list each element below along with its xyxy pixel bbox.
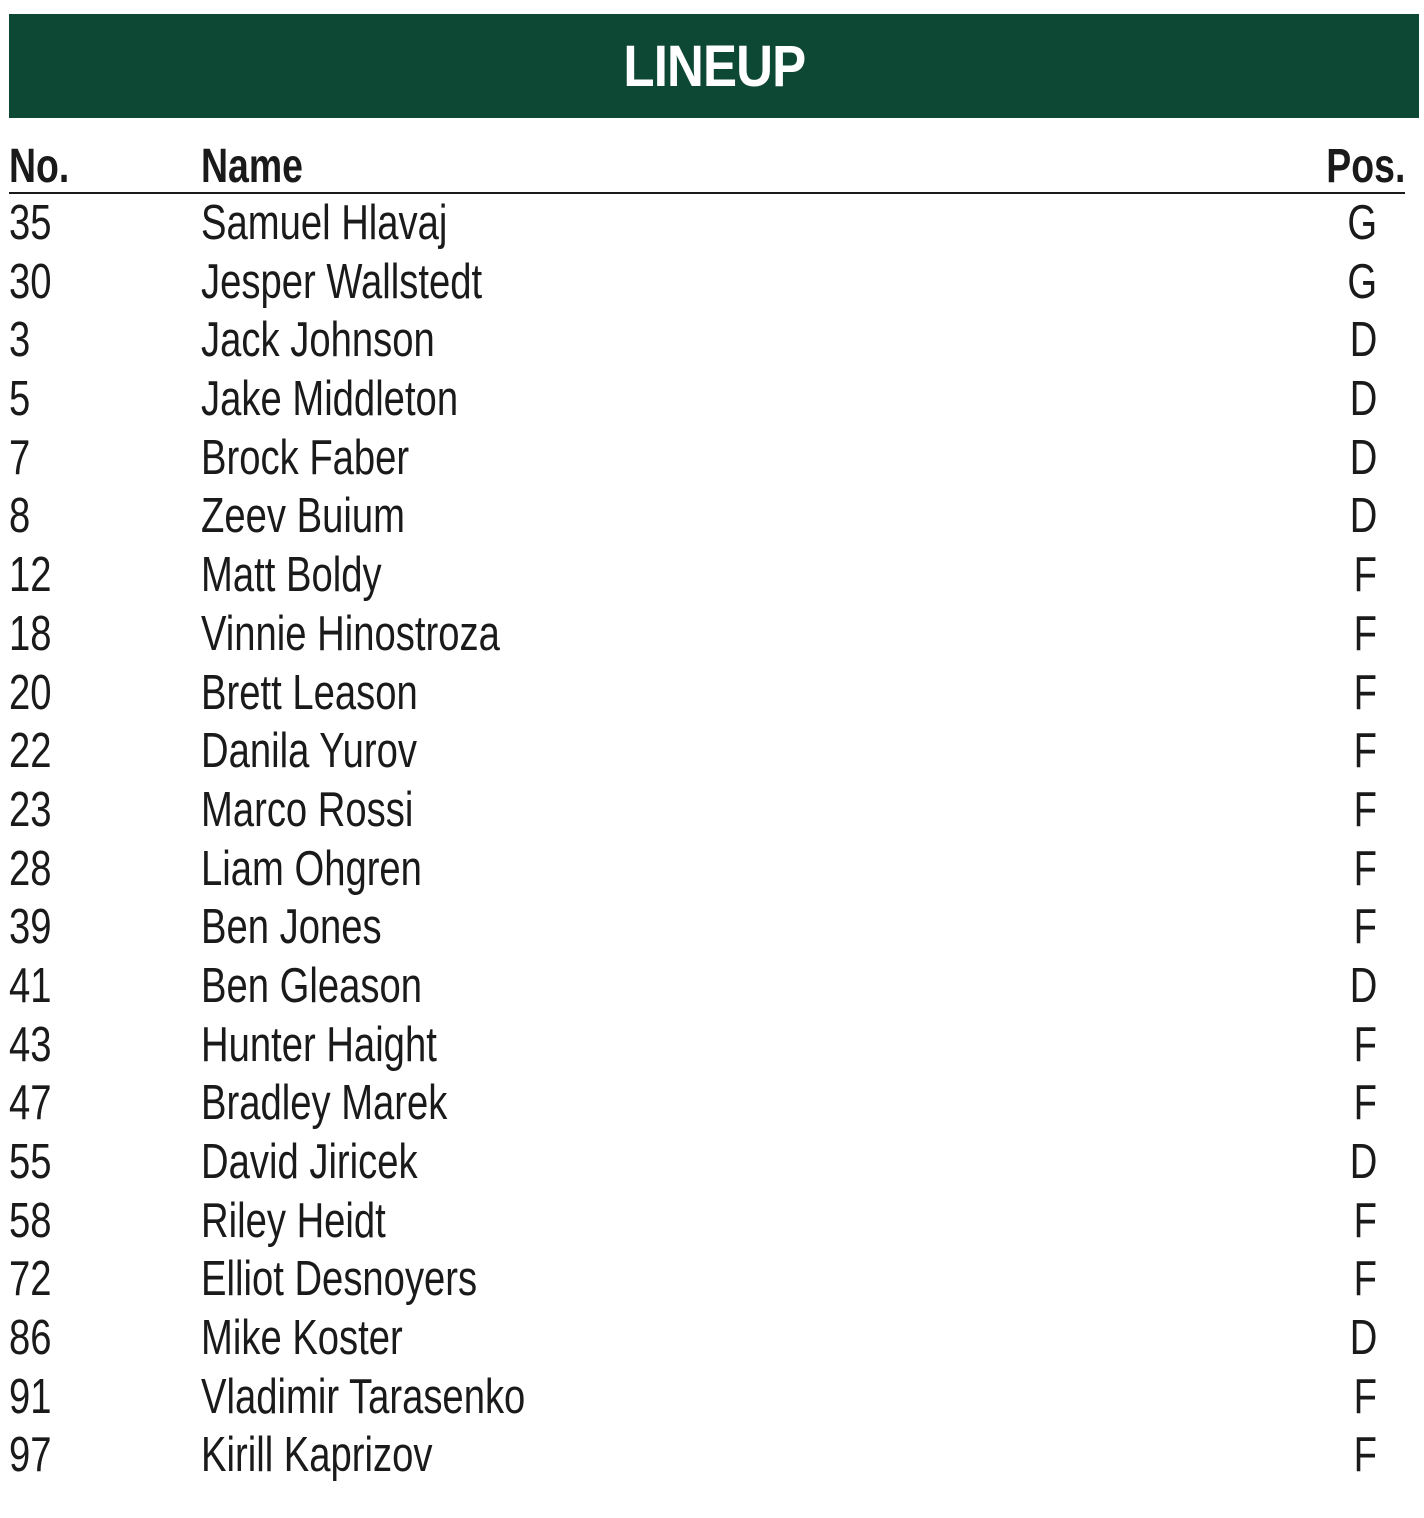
table-row	[9, 605, 1405, 664]
player-number: 18	[9, 606, 52, 661]
player-name: Marco Rossi	[201, 782, 414, 837]
player-name: Brett Leason	[201, 665, 418, 720]
player-position: D	[1349, 958, 1377, 1013]
player-number: 41	[9, 958, 52, 1013]
table-row	[9, 194, 1405, 253]
player-name: Ben Jones	[201, 900, 382, 955]
player-number: 28	[9, 841, 52, 896]
player-position: F	[1353, 841, 1377, 896]
player-position: F	[1353, 1369, 1377, 1424]
table-row	[9, 664, 1405, 723]
player-name: Hunter Haight	[201, 1017, 437, 1072]
player-position: F	[1353, 900, 1377, 955]
table-row	[9, 253, 1405, 312]
player-number: 23	[9, 782, 52, 837]
table-row	[9, 957, 1405, 1016]
player-name: Matt Boldy	[201, 548, 382, 603]
player-position: F	[1353, 548, 1377, 603]
player-number: 5	[9, 372, 31, 427]
table-row	[9, 1192, 1405, 1251]
table-row	[9, 1309, 1405, 1368]
player-number: 39	[9, 900, 52, 955]
table-row	[9, 898, 1405, 957]
player-name: Samuel Hlavaj	[201, 196, 448, 250]
player-name: Jack Johnson	[201, 313, 435, 368]
table-row	[9, 1133, 1405, 1192]
player-position: D	[1349, 489, 1377, 544]
player-name: Vladimir Tarasenko	[201, 1369, 526, 1424]
table-body	[9, 194, 1405, 1485]
player-number: 8	[9, 489, 31, 544]
player-name: Jesper Wallstedt	[201, 254, 483, 309]
player-name: Riley Heidt	[201, 1193, 386, 1248]
player-position: D	[1349, 1135, 1377, 1189]
player-position: G	[1347, 254, 1377, 309]
player-number: 58	[9, 1193, 52, 1248]
player-position: F	[1353, 782, 1377, 837]
player-position: F	[1353, 665, 1377, 720]
player-position: D	[1349, 430, 1377, 485]
player-name: Vinnie Hinostroza	[201, 606, 500, 661]
player-position: G	[1347, 196, 1377, 250]
table-row	[9, 1074, 1405, 1133]
player-number: 97	[9, 1428, 52, 1483]
table-row	[9, 840, 1405, 899]
player-name: Kirill Kaprizov	[201, 1428, 433, 1483]
player-name: David Jiricek	[201, 1135, 418, 1189]
player-name: Brock Faber	[201, 430, 410, 485]
player-position: F	[1353, 1193, 1377, 1248]
table-row	[9, 546, 1405, 605]
player-name: Elliot Desnoyers	[201, 1252, 478, 1307]
player-number: 43	[9, 1017, 52, 1072]
table-row	[9, 311, 1405, 370]
player-number: 12	[9, 548, 52, 603]
player-name: Danila Yurov	[201, 724, 418, 779]
player-name: Zeev Buium	[201, 489, 405, 544]
header-name: Name	[201, 140, 303, 193]
player-number: 3	[9, 313, 31, 368]
player-position: D	[1349, 1311, 1377, 1366]
table-row	[9, 429, 1405, 488]
player-position: D	[1349, 313, 1377, 368]
player-name: Jake Middleton	[201, 372, 459, 427]
table-header	[9, 140, 1405, 194]
table-row	[9, 722, 1405, 781]
player-name: Bradley Marek	[201, 1076, 448, 1131]
page-title: LINEUP	[623, 33, 805, 99]
player-number: 86	[9, 1311, 52, 1366]
player-name: Mike Koster	[201, 1311, 403, 1366]
table-row	[9, 1016, 1405, 1075]
player-position: F	[1353, 724, 1377, 779]
player-number: 72	[9, 1252, 52, 1307]
table-row	[9, 1368, 1405, 1427]
player-number: 22	[9, 724, 52, 779]
player-position: F	[1353, 1428, 1377, 1483]
player-number: 91	[9, 1369, 52, 1424]
player-name: Liam Ohgren	[201, 841, 422, 896]
player-name: Ben Gleason	[201, 958, 422, 1013]
table-row	[9, 781, 1405, 840]
player-position: F	[1353, 1076, 1377, 1131]
header-number: No.	[9, 140, 70, 193]
table-row	[9, 1426, 1405, 1485]
lineup-banner	[9, 14, 1419, 118]
player-number: 30	[9, 254, 52, 309]
player-number: 55	[9, 1135, 52, 1189]
table-row	[9, 1250, 1405, 1309]
player-position: F	[1353, 606, 1377, 661]
player-number: 35	[9, 196, 52, 250]
player-position: F	[1353, 1017, 1377, 1072]
player-number: 47	[9, 1076, 52, 1131]
player-number: 7	[9, 430, 31, 485]
header-position: Pos.	[1325, 140, 1405, 193]
player-position: D	[1349, 372, 1377, 427]
lineup-table	[9, 140, 1405, 1485]
player-position: F	[1353, 1252, 1377, 1307]
player-number: 20	[9, 665, 52, 720]
table-row	[9, 370, 1405, 429]
table-row	[9, 487, 1405, 546]
